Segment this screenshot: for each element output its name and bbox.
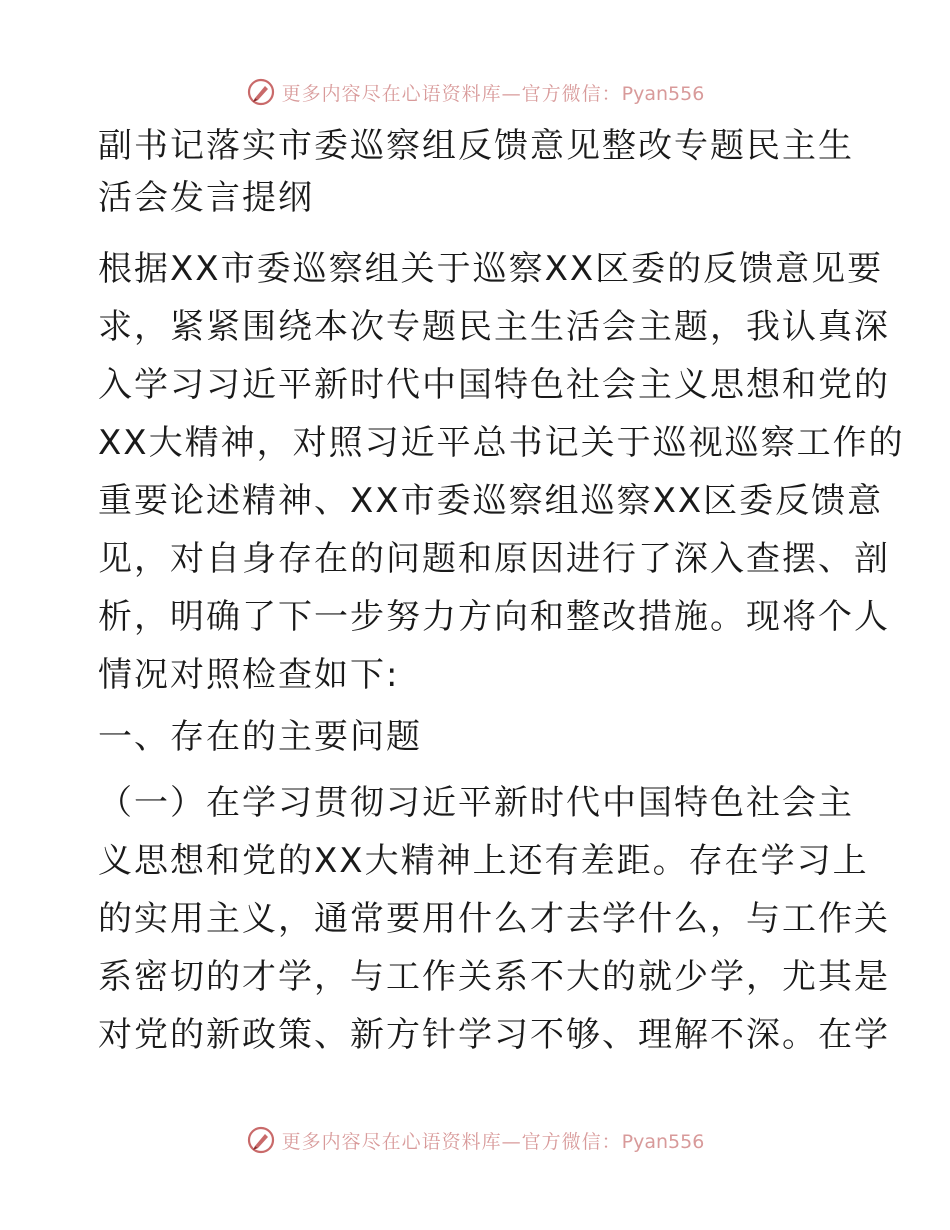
footer-watermark bbox=[0, 1120, 950, 1160]
paragraph-line: 析，明确了下一步努力方向和整改措施。现将个人 bbox=[98, 597, 890, 637]
subsection-paragraph bbox=[98, 774, 890, 1064]
paragraph-line: XX大精神，对照习近平总书记关于巡视巡察工作的 bbox=[98, 423, 905, 463]
paragraph-line: 系密切的才学，与工作关系不大的就少学，尤其是 bbox=[98, 957, 890, 997]
watermark-prefix: 更多内容尽在心语资料库—官方微信： bbox=[281, 82, 622, 105]
section-heading-text: 一、存在的主要问题 bbox=[98, 717, 422, 757]
pen-nib-circle-icon bbox=[246, 1125, 276, 1155]
title-line: 副书记落实市委巡察组反馈意见整改专题民主生 bbox=[98, 126, 854, 166]
document-body bbox=[98, 120, 905, 1064]
watermark-prefix: 更多内容尽在心语资料库—官方微信： bbox=[281, 1130, 622, 1153]
watermark-wechat-id: Pyan556 bbox=[621, 82, 705, 105]
header-watermark bbox=[0, 72, 950, 112]
paragraph-line: 入学习习近平新时代中国特色社会主义思想和党的 bbox=[98, 365, 890, 405]
paragraph-line: 见，对自身存在的问题和原因进行了深入查摆、剖 bbox=[98, 539, 890, 579]
watermark-text bbox=[282, 79, 705, 106]
watermark-text bbox=[282, 1127, 705, 1154]
paragraph-line: 情况对照检查如下: bbox=[98, 655, 400, 695]
paragraph-line: 对党的新政策、新方针学习不够、理解不深。在学 bbox=[98, 1015, 890, 1055]
paragraph-line: 根据XX市委巡察组关于巡察XX区委的反馈意见要 bbox=[98, 249, 884, 289]
pen-nib-circle-icon bbox=[246, 77, 276, 107]
paragraph-line: （一）在学习贯彻习近平新时代中国特色社会主 bbox=[98, 783, 854, 823]
document-title bbox=[98, 120, 858, 224]
paragraph-line: 的实用主义，通常要用什么才去学什么，与工作关 bbox=[98, 899, 890, 939]
watermark-wechat-id: Pyan556 bbox=[621, 1130, 705, 1153]
paragraph-line: 义思想和党的XX大精神上还有差距。存在学习上 bbox=[98, 841, 869, 881]
intro-paragraph bbox=[98, 240, 905, 704]
paragraph-line: 求，紧紧围绕本次专题民主生活会主题，我认真深 bbox=[98, 307, 890, 347]
title-line: 活会发言提纲 bbox=[98, 178, 314, 218]
paragraph-line: 重要论述精神、XX市委巡察组巡察XX区委反馈意 bbox=[98, 481, 884, 521]
section-heading bbox=[98, 708, 858, 766]
